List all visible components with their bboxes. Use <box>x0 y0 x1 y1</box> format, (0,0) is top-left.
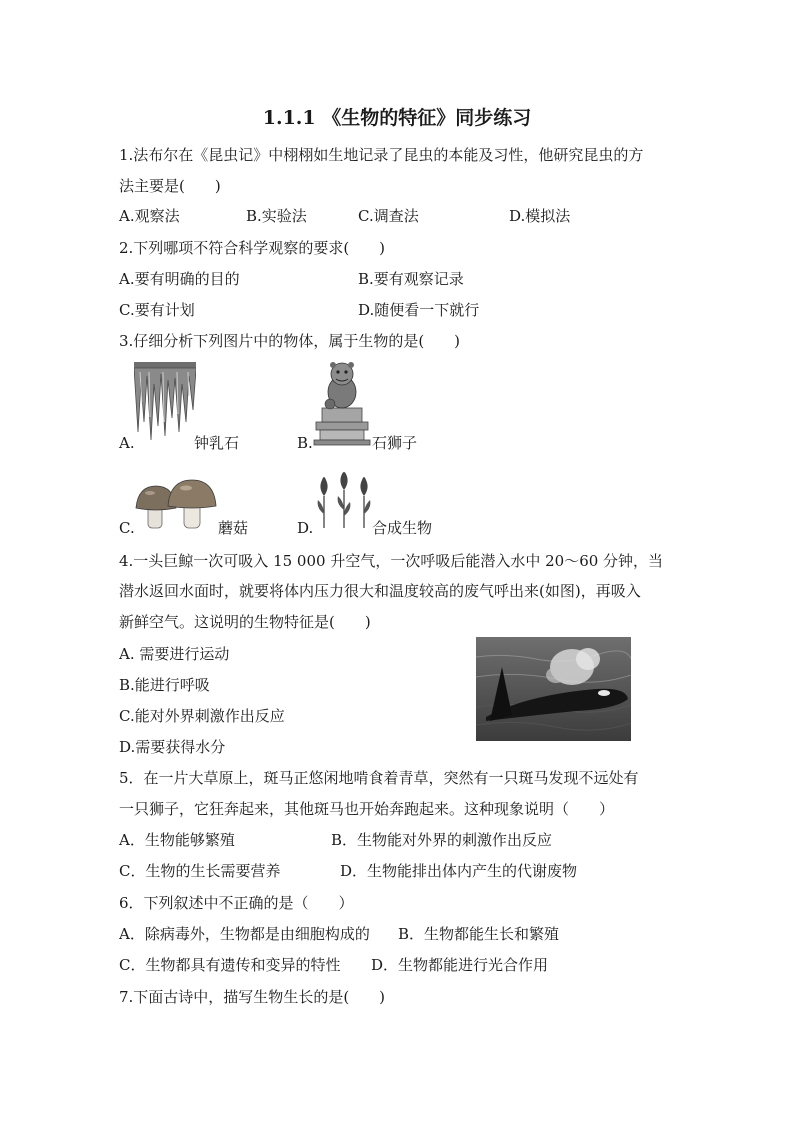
q3-option-d-letter: D. <box>297 519 314 537</box>
q6-option-d: D．生物都能进行光合作用 <box>371 956 549 974</box>
mushroom-image <box>134 478 218 534</box>
q4-option-d: D.需要获得水分 <box>119 738 226 756</box>
q3-option-c-label: 蘑菇 <box>218 519 249 537</box>
q5-option-c: C．生物的生长需要营养 <box>119 862 281 880</box>
q2-stem: 2.下列哪项不符合科学观察的要求( ) <box>119 239 386 257</box>
q3-option-a-label: 钟乳石 <box>194 434 240 452</box>
q2-option-a: A.要有明确的目的 <box>119 270 240 288</box>
stone-lion-image <box>312 360 372 446</box>
q2-option-b: B.要有观察记录 <box>358 270 464 288</box>
q3-option-b-letter: B. <box>297 434 313 452</box>
q3-stem: 3.仔细分析下列图片中的物体，属于生物的是( ) <box>119 332 461 350</box>
q1-option-c: C.调查法 <box>358 207 419 225</box>
q4-option-b: B.能进行呼吸 <box>119 676 210 694</box>
q4-stem-line2: 潜水返回水面时，就要将体内压力很大和温度较高的废气呼出来(如图)，再吸入 <box>119 582 641 600</box>
q7-stem: 7.下面古诗中，描写生物生长的是( ) <box>119 988 386 1006</box>
q1-option-b: B.实验法 <box>246 207 307 225</box>
q1-option-a: A.观察法 <box>119 207 180 225</box>
q5-stem-line1: 5．在一片大草原上，斑马正悠闲地啃食着青草，突然有一只斑马发现不远处有 <box>119 769 639 787</box>
q5-option-b: B．生物能对外界的刺激作出反应 <box>331 831 553 849</box>
q2-option-c: C.要有计划 <box>119 301 195 319</box>
q4-option-c: C.能对外界刺激作出反应 <box>119 707 285 725</box>
synthetic-organism-image <box>314 470 374 530</box>
q6-option-a: A．除病毒外，生物都是由细胞构成的 <box>119 925 370 943</box>
q5-option-d: D．生物能排出体内产生的代谢废物 <box>340 862 578 880</box>
q3-option-c-letter: C. <box>119 519 135 537</box>
q6-option-b: B．生物都能生长和繁殖 <box>398 925 560 943</box>
q2-option-d: D.随便看一下就行 <box>358 301 480 319</box>
q3-option-b-label: 石狮子 <box>372 434 418 452</box>
q3-option-a-letter: A. <box>119 434 135 452</box>
stalactite-image <box>134 362 196 442</box>
q3-option-d-label: 合成生物 <box>372 519 433 537</box>
q5-option-a: A．生物能够繁殖 <box>119 831 235 849</box>
q5-stem-line2: 一只狮子，它狂奔起来，其他斑马也开始奔跑起来。这种现象说明（ ） <box>119 800 615 818</box>
q6-stem: 6．下列叙述中不正确的是（ ） <box>119 894 354 912</box>
q1-stem-line1: 1.法布尔在《昆虫记》中栩栩如生地记录了昆虫的本能及习性，他研究昆虫的方 <box>119 146 644 164</box>
whale-image <box>476 637 631 741</box>
q4-stem-line3: 新鲜空气。这说明的生物特征是( ) <box>119 613 371 631</box>
q1-stem-line2: 法主要是( ) <box>119 177 221 195</box>
q1-option-d: D.模拟法 <box>509 207 571 225</box>
page-title: 1.1.1 《生物的特征》同步练习 <box>262 107 532 129</box>
q4-stem-line1: 4.一头巨鲸一次可吸入 15 000 升空气，一次呼吸后能潜入水中 20～60 分钟，当 <box>119 552 664 570</box>
q6-option-c: C．生物都具有遗传和变异的特性 <box>119 956 341 974</box>
q4-option-a: A. 需要进行运动 <box>119 645 230 663</box>
